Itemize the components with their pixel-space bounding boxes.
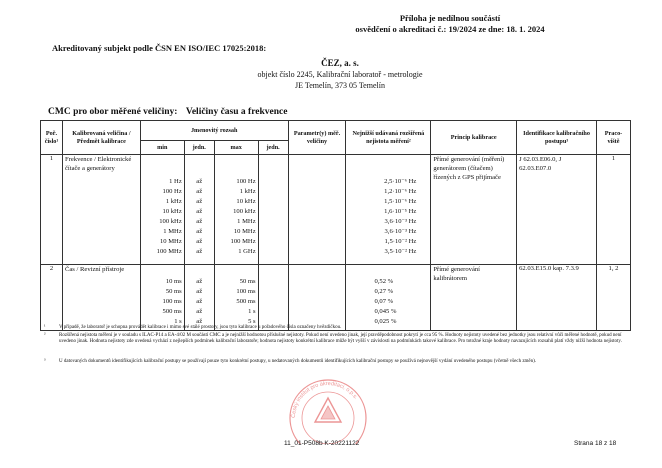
uncertainty-value: 0,07 % bbox=[374, 298, 394, 305]
range-min: 1 kHz bbox=[165, 198, 182, 205]
uncertainty-value: 0,27 % bbox=[374, 288, 394, 295]
range-min: 100 kHz bbox=[159, 218, 182, 225]
document-id: 11_01-P508b K-20221122 bbox=[284, 440, 360, 447]
range-to: až bbox=[196, 248, 203, 255]
range-max: 500 ms bbox=[236, 298, 256, 305]
cmc-value: Veličiny času a frekvence bbox=[185, 107, 288, 117]
row-principle: Přímé generování kalibrátorem bbox=[431, 265, 517, 331]
range-min: 100 Hz bbox=[162, 188, 182, 195]
range-min: 50 ms bbox=[165, 288, 182, 295]
stamp-text: Český institut pro akreditaci, o.p.s. bbox=[290, 380, 359, 419]
accreditation-subject: Akreditovaný subjekt podle ČSN EN ISO/IEC 17025:2018: bbox=[52, 43, 267, 53]
cmc-table bbox=[40, 120, 631, 331]
row-procedure: 62.03.E15.0 kap. 7.3.9 bbox=[517, 265, 597, 331]
uncertainty-value: 1,5·10⁻² Hz bbox=[384, 238, 417, 245]
range-min: 500 ms bbox=[162, 308, 182, 315]
range-to: až bbox=[196, 218, 203, 225]
row-number: 1 bbox=[41, 155, 63, 265]
range-min: 10 kHz bbox=[162, 208, 182, 215]
range-min-list bbox=[140, 155, 184, 265]
footnote-text: Rozšířená nejistota měření je v souladu s ILAC-P14 a EA-4/02 M součástí CMC a je nejnižší hodnotou příslušné nejistoty. Pokud není uvedeno jinak, její pravděpodobnost pokrytí je cca 95 %. Hodnoty nejistoty uvedené bez jednotky jsou relativní vůči měřené hodnotě, pokud není uvedeno jinak. Hodnota nejistoty zde uvedená vychází z nejlepších podmínek kalibrační laboratoře; hodnota nejistoty konkrétní kalibrace může být vyšší v závislosti na podmínkách takové kalibrace. Pro totožné kraje hodnoty navazujících rozsahů platí vždy nižší hodnota nejistoty. bbox=[59, 333, 622, 345]
range-min: 100 ms bbox=[162, 298, 182, 305]
row-workplace: 1, 2 bbox=[596, 265, 630, 331]
table-row bbox=[41, 265, 631, 331]
page-number: Strana 18 z 18 bbox=[574, 440, 617, 447]
range-max: 100 MHz bbox=[230, 238, 256, 245]
range-max: 100 ms bbox=[236, 288, 256, 295]
footnote-text: V případě, že laboratoř je schopna provádět kalibrace i mimo své stálé prostory, jsou tyto kalibrace u pořadového čísla označeny hvězdičkou. bbox=[59, 325, 342, 330]
range-max-list bbox=[214, 265, 258, 331]
range-max: 1 GHz bbox=[238, 248, 256, 255]
row-unit-2 bbox=[258, 265, 288, 331]
uncertainty-value: 0,025 % bbox=[374, 318, 397, 325]
range-to: až bbox=[196, 298, 203, 305]
range-max: 10 kHz bbox=[236, 198, 256, 205]
row-workplace: 1 bbox=[596, 155, 630, 265]
range-min: 10 ms bbox=[165, 278, 182, 285]
range-to: až bbox=[196, 238, 203, 245]
range-min: 1 MHz bbox=[163, 228, 182, 235]
footnote-text: U datovaných dokumentů identifikujících kalibrační postupy se používají pouze tyto konkrétní postupy, u nedatovaných dokumentů identifikujících kalibrační postupy se používá nejnovější vydání uvedeného postupu (včetně všech změn). bbox=[59, 359, 537, 364]
row-number: 2 bbox=[41, 265, 63, 331]
range-max: 100 Hz bbox=[236, 178, 256, 185]
range-min: 100 MHz bbox=[156, 248, 182, 255]
range-max: 1 s bbox=[248, 308, 256, 315]
cmc-label: CMC pro obor měřené veličiny: bbox=[48, 107, 178, 117]
row-parameters bbox=[288, 155, 346, 265]
row-quantity: Frekvence / Elektronické čítače a generátory bbox=[62, 155, 140, 265]
range-to: až bbox=[196, 208, 203, 215]
range-min-list bbox=[140, 265, 184, 331]
range-to-list bbox=[184, 265, 214, 331]
table-row bbox=[41, 155, 631, 265]
range-max: 50 ms bbox=[239, 278, 256, 285]
col-header-range: Jmenovitý rozsah bbox=[140, 121, 288, 141]
cmc-title bbox=[48, 107, 287, 117]
annex-line-1: Příloha je nedílnou součástí bbox=[399, 13, 501, 23]
range-max: 1 kHz bbox=[239, 188, 256, 195]
range-to-list bbox=[184, 155, 214, 265]
col-header-number: Poř. číslo¹ bbox=[41, 121, 63, 155]
uncertainty-value: 2,5·10⁻⁶ Hz bbox=[384, 178, 417, 185]
col-header-workplace: Praco-viště bbox=[596, 121, 630, 155]
col-header-unit-1: jedn. bbox=[184, 141, 214, 155]
col-header-principle: Princip kalibrace bbox=[431, 121, 517, 155]
footnote bbox=[44, 359, 634, 365]
col-header-max: max bbox=[214, 141, 258, 155]
uncertainty-list bbox=[346, 155, 431, 265]
col-header-parameters: Parametr(y) měř. veličiny bbox=[288, 121, 346, 155]
uncertainty-value: 3,6·10⁻³ Hz bbox=[384, 228, 417, 235]
row-principle: Přímé generování (měření) generátorem (čítačem) řízených z GPS přijímače bbox=[431, 155, 517, 265]
organization-block bbox=[200, 58, 480, 91]
footnote-number: ¹ bbox=[44, 325, 46, 330]
footnote bbox=[44, 325, 634, 331]
row-procedure: J 62.03.E06.0, J 62.03.E07.0 bbox=[517, 155, 597, 265]
accreditation-stamp bbox=[283, 378, 373, 444]
range-max: 100 kHz bbox=[233, 208, 256, 215]
range-to: až bbox=[196, 288, 203, 295]
range-max: 1 MHz bbox=[237, 218, 256, 225]
range-to: až bbox=[196, 278, 203, 285]
col-header-unit-2: jedn. bbox=[258, 141, 288, 155]
col-header-uncertainty: Nejnižší udávaná rozšířená nejistota měření² bbox=[346, 121, 431, 155]
uncertainty-value: 0,045 % bbox=[374, 308, 397, 315]
row-parameters bbox=[288, 265, 346, 331]
range-min: 1 Hz bbox=[169, 178, 182, 185]
col-header-procedure: Identifikace kalibračního postupu³ bbox=[517, 121, 597, 155]
uncertainty-value: 0,52 % bbox=[374, 278, 394, 285]
range-to: až bbox=[196, 318, 203, 325]
range-to: až bbox=[196, 228, 203, 235]
range-max-list bbox=[214, 155, 258, 265]
org-name: ČEZ, a. s. bbox=[321, 58, 359, 68]
uncertainty-value: 1,5·10⁻⁶ Hz bbox=[384, 198, 417, 205]
range-to: až bbox=[196, 188, 203, 195]
col-header-min: min bbox=[140, 141, 184, 155]
annex-line-2: osvědčení o akreditaci č.: 19/2024 ze dne: 18. 1. 2024 bbox=[355, 24, 545, 34]
uncertainty-value: 3,6·10⁻³ Hz bbox=[384, 218, 417, 225]
range-to: až bbox=[196, 308, 203, 315]
range-max: 10 MHz bbox=[233, 228, 256, 235]
footnote bbox=[44, 333, 634, 346]
range-to: až bbox=[196, 178, 203, 185]
annex-header bbox=[330, 13, 570, 35]
uncertainty-value: 1,6·10⁻⁵ Hz bbox=[384, 208, 417, 215]
uncertainty-value: 3,5·10⁻² Hz bbox=[384, 248, 417, 255]
range-max: 5 s bbox=[248, 318, 256, 325]
range-to: až bbox=[196, 198, 203, 205]
org-line-3: JE Temelín, 373 05 Temelín bbox=[295, 81, 385, 90]
range-min: 1 s bbox=[174, 318, 182, 325]
row-unit-2 bbox=[258, 155, 288, 265]
col-header-quantity: Kalibrovaná veličina / Předmět kalibrace bbox=[62, 121, 140, 155]
range-min: 10 MHz bbox=[159, 238, 182, 245]
uncertainty-list bbox=[346, 265, 431, 331]
footnote-number: ² bbox=[44, 333, 46, 338]
row-quantity: Čas / Revizní přístroje bbox=[62, 265, 140, 331]
uncertainty-value: 1,2·10⁻⁶ Hz bbox=[384, 188, 417, 195]
org-line-2: objekt číslo 2245, Kalibrační laboratoř - metrologie bbox=[257, 70, 423, 79]
footnote-number: ³ bbox=[44, 359, 46, 364]
